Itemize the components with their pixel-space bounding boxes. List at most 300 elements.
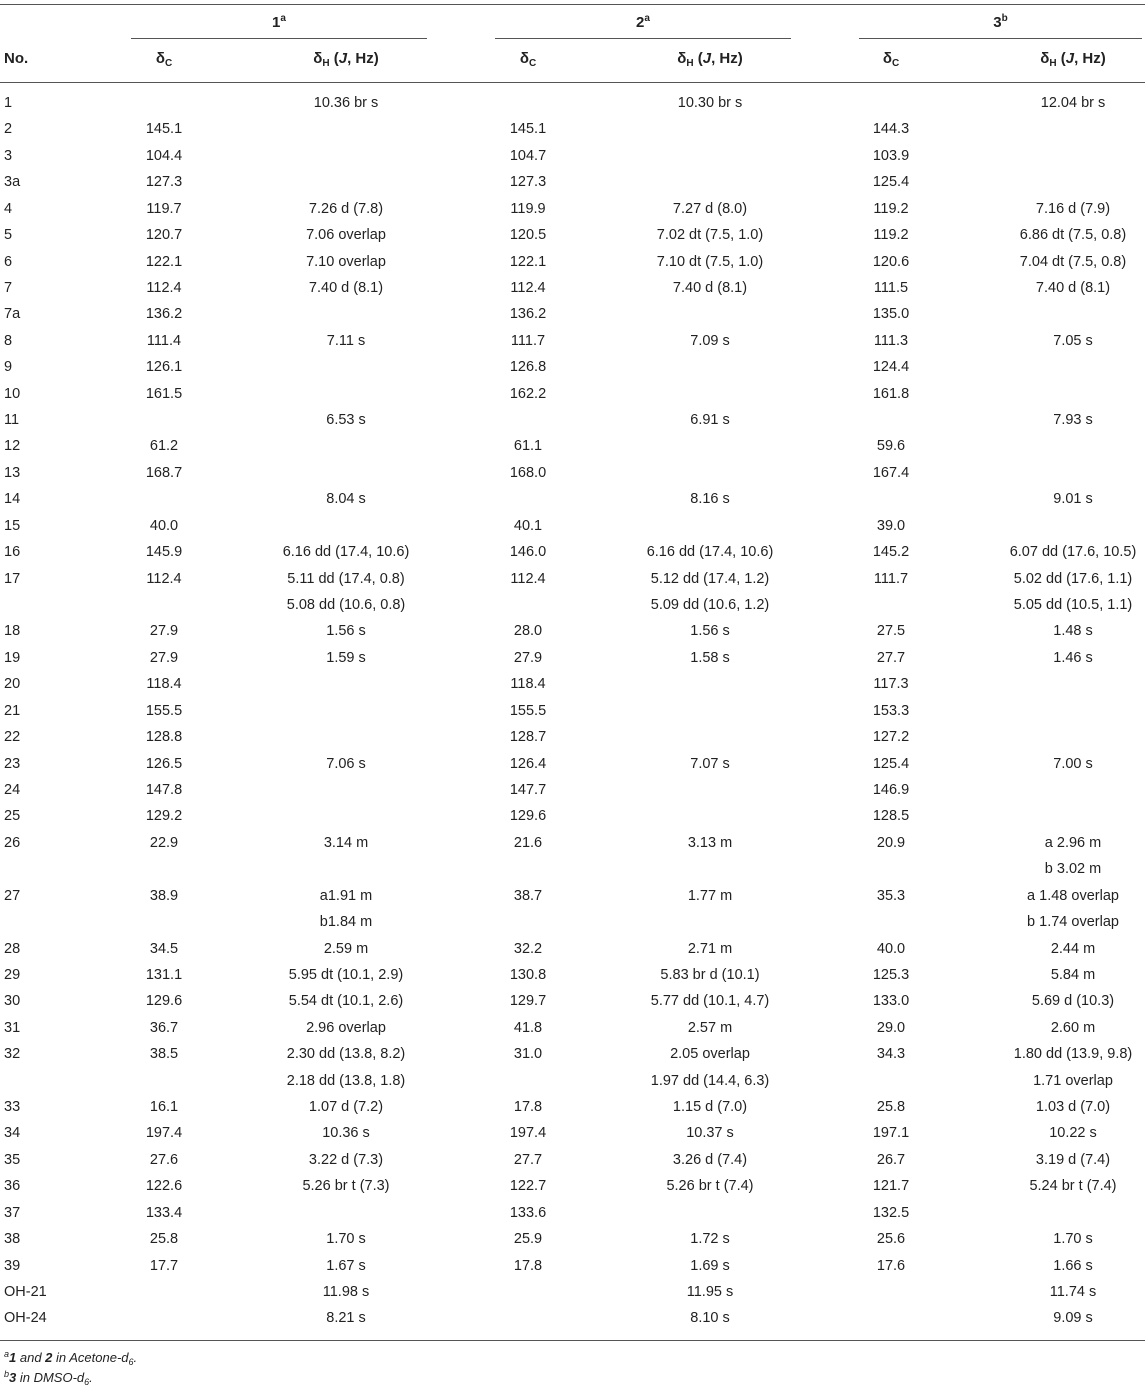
cell-delta-h-1: 5.54 dt (10.1, 2.6): [288, 993, 404, 1010]
cell-delta-c-1: 34.5: [149, 940, 179, 957]
table-row: [0, 250, 1145, 276]
table-row: [0, 910, 1145, 936]
cell-no: 3: [4, 147, 13, 164]
table-row: [0, 1174, 1145, 1200]
cell-delta-c-3: 132.5: [872, 1204, 910, 1221]
cell-delta-h-2: 2.71 m: [687, 940, 733, 957]
cell-delta-h-3: 7.93 s: [1053, 412, 1093, 429]
cell-delta-c-1: 119.7: [146, 200, 182, 217]
compound-3-underline: [859, 38, 1142, 39]
table-row: [0, 91, 1145, 117]
cell-delta-c-2: 27.9: [513, 649, 543, 666]
cell-delta-c-1: 155.5: [145, 702, 183, 719]
cell-delta-h-2: 5.12 dd (17.4, 1.2): [650, 570, 770, 587]
cell-delta-h-3: 10.22 s: [1049, 1125, 1097, 1142]
cell-delta-c-3: 119.2: [873, 227, 909, 244]
cell-delta-c-3: 25.6: [876, 1231, 906, 1248]
compound-1-title: 1$^a$: [272, 13, 286, 31]
cell-delta-h-3: 1.71 overlap: [1033, 1072, 1113, 1089]
cell-delta-h-2: 2.05 overlap: [670, 1046, 750, 1063]
table-row: [0, 302, 1145, 328]
cell-delta-h-2: 1.58 s: [690, 649, 730, 666]
cell-no: 25: [4, 808, 21, 825]
compound-1-header: [131, 4, 427, 36]
footnote-b: $^b$3 in DMSO-$d_6$.: [4, 1369, 93, 1387]
cell-delta-c-3: 161.8: [872, 385, 910, 402]
cell-delta-h-1: b1.84 m: [319, 914, 373, 931]
header-no: No.: [4, 50, 29, 67]
cell-delta-h-1: 1.70 s: [326, 1231, 366, 1248]
cell-delta-c-3: 167.4: [872, 464, 910, 481]
cell-delta-c-1: 17.7: [149, 1257, 179, 1274]
cell-delta-h-1: 7.11 s: [326, 332, 366, 349]
cell-delta-h-1: 5.08 dd (10.6, 0.8): [286, 597, 406, 614]
cell-no: 37: [4, 1204, 21, 1221]
bottom-rule: [0, 1340, 1145, 1341]
cell-delta-c-2: 28.0: [513, 623, 543, 640]
cell-delta-c-2: 128.7: [509, 729, 547, 746]
cell-no: 16: [4, 544, 21, 561]
cell-no: 21: [4, 702, 21, 719]
cell-no: 18: [4, 623, 21, 640]
cell-delta-h-1: 8.21 s: [326, 1310, 366, 1327]
cell-delta-c-3: 119.2: [873, 200, 909, 217]
cell-delta-h-2: 10.30 br s: [677, 95, 743, 111]
cell-delta-c-2: 112.4: [510, 279, 546, 296]
cell-delta-c-1: 131.1: [145, 966, 183, 983]
table-row: [0, 989, 1145, 1015]
cell-delta-h-3: a 2.96 m: [1044, 834, 1102, 851]
cell-delta-h-1: 10.36 s: [322, 1125, 370, 1142]
table-row: [0, 1042, 1145, 1068]
table-row: [0, 223, 1145, 249]
cell-delta-h-3: 5.69 d (10.3): [1031, 993, 1115, 1010]
cell-delta-c-1: 38.9: [149, 887, 179, 904]
cell-no: 39: [4, 1257, 21, 1274]
cell-delta-c-3: 40.0: [876, 940, 906, 957]
cell-delta-c-1: 118.4: [146, 676, 182, 693]
cell-delta-h-1: 2.30 dd (13.8, 8.2): [286, 1046, 406, 1063]
cell-delta-c-2: 31.0: [513, 1046, 543, 1063]
cell-delta-h-3: 2.60 m: [1050, 1019, 1096, 1036]
table-row: [0, 804, 1145, 830]
table-row: [0, 117, 1145, 143]
cell-delta-h-3: 5.84 m: [1050, 966, 1096, 983]
cell-delta-h-2: 1.15 d (7.0): [672, 1099, 748, 1116]
cell-delta-h-2: 7.02 dt (7.5, 1.0): [656, 227, 764, 244]
table-row: [0, 1121, 1145, 1147]
cell-delta-h-2: 8.10 s: [690, 1310, 730, 1327]
cell-delta-c-1: 129.6: [145, 993, 183, 1010]
cell-delta-c-2: 145.1: [509, 121, 547, 138]
cell-delta-h-2: 6.91 s: [690, 412, 730, 429]
cell-delta-h-1: 7.06 overlap: [306, 227, 386, 244]
cell-delta-c-2: 32.2: [513, 940, 543, 957]
cell-no: 22: [4, 729, 21, 746]
table-row: [0, 778, 1145, 804]
table-row: [0, 1095, 1145, 1121]
cell-delta-c-1: 145.1: [145, 121, 183, 138]
cell-delta-c-3: 121.7: [872, 1178, 910, 1195]
cell-delta-c-1: 36.7: [149, 1019, 179, 1036]
table-body: [0, 91, 1145, 1333]
cell-no: 6: [4, 253, 13, 270]
table-row: [0, 725, 1145, 751]
cell-delta-h-2: 11.95 s: [686, 1283, 734, 1300]
cell-delta-c-1: 61.2: [149, 438, 179, 455]
cell-delta-c-2: 127.3: [509, 174, 547, 191]
cell-no: 38: [4, 1231, 21, 1248]
cell-no: 29: [4, 966, 21, 983]
table-row: [0, 672, 1145, 698]
cell-no: 12: [4, 438, 21, 455]
cell-delta-h-1: 5.26 br t (7.3): [302, 1178, 390, 1195]
cell-delta-h-2: 5.09 dd (10.6, 1.2): [650, 597, 770, 614]
cell-delta-c-2: 155.5: [509, 702, 547, 719]
cell-delta-c-2: 162.2: [509, 385, 547, 402]
cell-delta-c-3: 144.3: [872, 121, 910, 138]
cell-no: 36: [4, 1178, 21, 1195]
cell-delta-c-1: 122.6: [145, 1178, 183, 1195]
cell-delta-c-1: 27.6: [149, 1151, 179, 1168]
cell-delta-c-2: 40.1: [513, 517, 543, 534]
header-delta-h-2: $\delta_H$ (J, Hz): [677, 50, 743, 69]
cell-delta-h-2: 3.13 m: [687, 834, 733, 851]
cell-delta-c-3: 197.1: [872, 1125, 910, 1142]
cell-no: 15: [4, 517, 21, 534]
cell-delta-c-2: 147.7: [509, 781, 547, 798]
cell-delta-h-2: 7.10 dt (7.5, 1.0): [656, 253, 764, 270]
cell-delta-c-1: 104.4: [145, 147, 183, 164]
cell-delta-c-2: 25.9: [513, 1231, 543, 1248]
cell-delta-c-1: 161.5: [145, 385, 183, 402]
cell-no: 4: [4, 200, 13, 217]
cell-delta-h-2: 7.09 s: [690, 332, 730, 349]
cell-delta-c-3: 117.3: [873, 676, 909, 693]
table-row: [0, 963, 1145, 989]
compound-1-underline: [131, 38, 427, 39]
cell-delta-h-1: 2.18 dd (13.8, 1.8): [286, 1072, 406, 1089]
cell-delta-c-1: 136.2: [145, 306, 183, 323]
cell-delta-h-3: 1.70 s: [1053, 1231, 1093, 1248]
cell-delta-h-3: 11.74 s: [1049, 1283, 1097, 1300]
table-row: [0, 276, 1145, 302]
cell-delta-h-3: b 1.74 overlap: [1027, 914, 1119, 931]
cell-no: 7a: [4, 306, 21, 323]
cell-delta-h-3: 1.80 dd (13.9, 9.8): [1013, 1046, 1133, 1063]
cell-delta-h-3: 7.00 s: [1053, 755, 1093, 772]
table-row: [0, 329, 1145, 355]
cell-delta-h-3: 7.04 dt (7.5, 0.8): [1019, 253, 1127, 270]
table-row: [0, 937, 1145, 963]
cell-delta-c-1: 25.8: [149, 1231, 179, 1248]
cell-delta-c-1: 147.8: [145, 781, 183, 798]
cell-delta-h-3: 12.04 br s: [1040, 95, 1106, 111]
cell-delta-c-2: 17.8: [513, 1099, 543, 1116]
table-row: [0, 593, 1145, 619]
cell-delta-c-3: 39.0: [876, 517, 906, 534]
table-row: [0, 487, 1145, 513]
table-row: [0, 1227, 1145, 1253]
cell-delta-h-2: 1.69 s: [690, 1257, 730, 1274]
cell-no: 31: [4, 1019, 21, 1036]
cell-delta-c-2: 122.7: [509, 1178, 547, 1195]
cell-delta-c-2: 133.6: [509, 1204, 547, 1221]
cell-no: 35: [4, 1151, 21, 1168]
cell-no: 9: [4, 359, 13, 376]
cell-no: 11: [4, 412, 20, 429]
cell-delta-c-3: 20.9: [876, 834, 906, 851]
cell-delta-h-2: 7.27 d (8.0): [672, 200, 748, 217]
cell-delta-h-1: 7.06 s: [326, 755, 366, 772]
cell-delta-c-2: 136.2: [509, 306, 547, 323]
cell-delta-c-2: 122.1: [509, 253, 547, 270]
cell-delta-c-1: 22.9: [149, 834, 179, 851]
cell-delta-c-1: 40.0: [149, 517, 179, 534]
cell-delta-c-3: 125.4: [872, 174, 910, 191]
table-row: [0, 619, 1145, 645]
cell-delta-h-1: 7.40 d (8.1): [308, 279, 384, 296]
table-row: [0, 1306, 1145, 1332]
cell-delta-h-3: 5.24 br t (7.4): [1029, 1178, 1117, 1195]
cell-no: 33: [4, 1099, 21, 1116]
cell-delta-c-3: 125.3: [872, 966, 910, 983]
cell-delta-c-1: 197.4: [145, 1125, 183, 1142]
cell-delta-h-1: 7.10 overlap: [306, 253, 386, 270]
cell-delta-h-2: 5.77 dd (10.1, 4.7): [650, 993, 770, 1010]
cell-delta-c-1: 120.7: [145, 227, 183, 244]
cell-delta-h-1: 10.36 br s: [313, 95, 379, 111]
table-row: [0, 355, 1145, 381]
cell-delta-c-1: 126.1: [145, 359, 183, 376]
cell-delta-c-3: 135.0: [872, 306, 910, 323]
header-delta-h-1: $\delta_H$ (J, Hz): [313, 50, 379, 69]
cell-delta-c-1: 111.4: [146, 332, 182, 349]
cell-delta-h-1: a1.91 m: [319, 887, 373, 904]
cell-no: 32: [4, 1046, 21, 1063]
cell-no: 17: [4, 570, 21, 587]
cell-no: 19: [4, 649, 21, 666]
table-row: [0, 699, 1145, 725]
table-row: [0, 857, 1145, 883]
cell-delta-h-2: 7.07 s: [690, 755, 730, 772]
cell-delta-c-3: 25.8: [876, 1099, 906, 1116]
cell-delta-c-2: 120.5: [509, 227, 547, 244]
cell-no: 10: [4, 385, 21, 402]
cell-delta-h-2: 7.40 d (8.1): [672, 279, 748, 296]
cell-delta-c-3: 128.5: [872, 808, 910, 825]
cell-delta-h-3: 1.03 d (7.0): [1035, 1099, 1111, 1116]
cell-delta-h-1: 11.98 s: [322, 1283, 370, 1300]
cell-no: 23: [4, 755, 21, 772]
cell-delta-h-3: 7.16 d (7.9): [1035, 200, 1111, 217]
cell-delta-h-1: 2.96 overlap: [306, 1019, 386, 1036]
cell-delta-c-3: 26.7: [876, 1151, 906, 1168]
cell-delta-h-1: 5.11 dd (17.4, 0.8): [287, 570, 405, 587]
table-row: [0, 1280, 1145, 1306]
cell-delta-c-1: 112.4: [146, 279, 182, 296]
cell-delta-c-2: 111.7: [510, 332, 546, 349]
cell-delta-h-2: 5.26 br t (7.4): [666, 1178, 754, 1195]
cell-delta-c-3: 29.0: [876, 1019, 906, 1036]
cell-delta-c-2: 112.4: [510, 570, 546, 587]
cell-delta-c-3: 111.5: [873, 279, 909, 296]
cell-delta-h-1: 1.07 d (7.2): [308, 1099, 384, 1116]
compound-2-header: [495, 4, 791, 36]
cell-delta-h-1: 1.59 s: [326, 649, 366, 666]
cell-delta-h-3: 2.44 m: [1050, 940, 1096, 957]
table-row: [0, 461, 1145, 487]
cell-delta-h-2: 3.26 d (7.4): [672, 1151, 748, 1168]
table-row: [0, 1201, 1145, 1227]
cell-delta-h-2: 1.97 dd (14.4, 6.3): [650, 1072, 770, 1089]
cell-no: 14: [4, 491, 21, 508]
cell-delta-c-1: 128.8: [145, 729, 183, 746]
cell-no: 13: [4, 464, 21, 481]
table-row: [0, 752, 1145, 778]
cell-delta-h-1: 8.04 s: [326, 491, 366, 508]
cell-delta-h-2: 10.37 s: [686, 1125, 734, 1142]
cell-delta-c-1: 145.9: [145, 544, 183, 561]
cell-delta-c-1: 127.3: [145, 174, 183, 191]
cell-no: 30: [4, 993, 21, 1010]
cell-delta-h-1: 3.22 d (7.3): [308, 1151, 384, 1168]
cell-delta-c-3: 35.3: [876, 887, 906, 904]
cell-delta-c-2: 38.7: [513, 887, 543, 904]
cell-delta-h-1: 6.16 dd (17.4, 10.6): [282, 544, 410, 561]
table-row: [0, 646, 1145, 672]
cell-delta-h-3: 1.66 s: [1053, 1257, 1093, 1274]
cell-delta-c-2: 17.8: [513, 1257, 543, 1274]
cell-delta-h-3: 9.01 s: [1053, 491, 1093, 508]
cell-delta-h-1: 1.67 s: [326, 1257, 366, 1274]
cell-delta-c-3: 111.3: [873, 332, 909, 349]
header-delta-c-1: $\delta_C$: [155, 50, 173, 69]
table-row: [0, 567, 1145, 593]
cell-delta-h-1: 7.26 d (7.8): [308, 200, 384, 217]
cell-delta-h-1: 3.14 m: [323, 834, 369, 851]
table-row: [0, 197, 1145, 223]
cell-delta-h-3: 7.05 s: [1053, 332, 1093, 349]
cell-delta-c-3: 125.4: [872, 755, 910, 772]
cell-delta-c-1: 27.9: [149, 649, 179, 666]
cell-no: 3a: [4, 174, 21, 191]
cell-delta-c-3: 17.6: [876, 1257, 906, 1274]
cell-delta-c-2: 129.6: [509, 808, 547, 825]
cell-delta-c-3: 59.6: [876, 438, 906, 455]
cell-no: 20: [4, 676, 21, 693]
cell-no: 8: [4, 332, 13, 349]
table-row: [0, 144, 1145, 170]
cell-delta-c-3: 145.2: [872, 544, 910, 561]
table-row: [0, 382, 1145, 408]
cell-delta-c-2: 126.4: [509, 755, 547, 772]
cell-delta-c-2: 197.4: [509, 1125, 547, 1142]
table-row: [0, 540, 1145, 566]
cell-delta-c-1: 168.7: [145, 464, 183, 481]
cell-delta-h-2: 1.72 s: [690, 1231, 730, 1248]
table-row: [0, 1069, 1145, 1095]
cell-no: 5: [4, 227, 13, 244]
header-rule: [0, 82, 1145, 83]
cell-delta-c-1: 126.5: [145, 755, 183, 772]
cell-delta-c-3: 146.9: [872, 781, 910, 798]
cell-delta-c-2: 129.7: [509, 993, 547, 1010]
table-row: [0, 1148, 1145, 1174]
cell-delta-h-3: 1.46 s: [1053, 649, 1093, 666]
cell-delta-h-3: 5.05 dd (10.5, 1.1): [1013, 597, 1133, 614]
compound-2-underline: [495, 38, 791, 39]
cell-delta-c-1: 112.4: [146, 570, 182, 587]
cell-delta-c-1: 16.1: [149, 1099, 179, 1116]
cell-delta-h-1: 5.95 dt (10.1, 2.9): [288, 966, 404, 983]
cell-delta-h-2: 8.16 s: [690, 491, 730, 508]
cell-delta-c-3: 127.2: [872, 729, 910, 746]
cell-delta-c-1: 27.9: [149, 623, 179, 640]
cell-delta-h-3: 5.02 dd (17.6, 1.1): [1013, 570, 1133, 587]
cell-no: 27: [4, 887, 21, 904]
cell-delta-h-3: 7.40 d (8.1): [1035, 279, 1111, 296]
table-row: [0, 408, 1145, 434]
cell-delta-h-2: 6.16 dd (17.4, 10.6): [646, 544, 774, 561]
cell-delta-h-3: a 1.48 overlap: [1027, 887, 1119, 904]
cell-delta-c-2: 104.7: [509, 147, 547, 164]
cell-delta-h-2: 5.83 br d (10.1): [660, 966, 760, 983]
compound-3-header: [859, 4, 1142, 36]
cell-delta-c-2: 130.8: [509, 966, 547, 983]
cell-delta-c-2: 168.0: [509, 464, 547, 481]
cell-no: 26: [4, 834, 21, 851]
cell-delta-h-2: 1.77 m: [687, 887, 733, 904]
header-delta-c-3: $\delta_C$: [882, 50, 900, 69]
cell-delta-h-2: 2.57 m: [687, 1019, 733, 1036]
cell-delta-h-2: 1.56 s: [690, 623, 730, 640]
cell-delta-h-3: 1.48 s: [1053, 623, 1093, 640]
cell-delta-c-3: 27.5: [876, 623, 906, 640]
cell-no: OH-24: [4, 1310, 47, 1327]
cell-delta-h-3: b 3.02 m: [1044, 861, 1102, 878]
cell-delta-h-1: 2.59 m: [323, 940, 369, 957]
cell-delta-c-1: 133.4: [145, 1204, 183, 1221]
cell-no: 34: [4, 1125, 21, 1142]
table-row: [0, 1254, 1145, 1280]
cell-delta-h-3: 6.86 dt (7.5, 0.8): [1019, 227, 1127, 244]
table-row: [0, 170, 1145, 196]
cell-delta-c-2: 27.7: [513, 1151, 543, 1168]
cell-delta-c-2: 119.9: [510, 200, 546, 217]
cell-no: 7: [4, 279, 13, 296]
table-row: [0, 884, 1145, 910]
cell-no: 1: [4, 95, 13, 111]
compound-2-title: 2$^a$: [636, 13, 650, 31]
header-delta-h-3: $\delta_H$ (J, Hz): [1040, 50, 1106, 69]
cell-delta-c-1: 129.2: [145, 808, 183, 825]
cell-delta-h-3: 6.07 dd (17.6, 10.5): [1009, 544, 1137, 561]
table-row: [0, 514, 1145, 540]
cell-no: 28: [4, 940, 21, 957]
footnote-a: $^a$1 and 2 in Acetone-$d_6$.: [4, 1349, 138, 1367]
cell-delta-c-3: 120.6: [872, 253, 910, 270]
cell-delta-c-1: 122.1: [145, 253, 183, 270]
cell-delta-c-3: 133.0: [872, 993, 910, 1010]
cell-delta-c-3: 103.9: [872, 147, 910, 164]
cell-delta-h-3: 3.19 d (7.4): [1035, 1151, 1111, 1168]
cell-delta-c-3: 27.7: [876, 649, 906, 666]
cell-delta-c-2: 126.8: [509, 359, 547, 376]
cell-delta-c-1: 38.5: [149, 1046, 179, 1063]
table-row: [0, 1016, 1145, 1042]
table-row: [0, 831, 1145, 857]
